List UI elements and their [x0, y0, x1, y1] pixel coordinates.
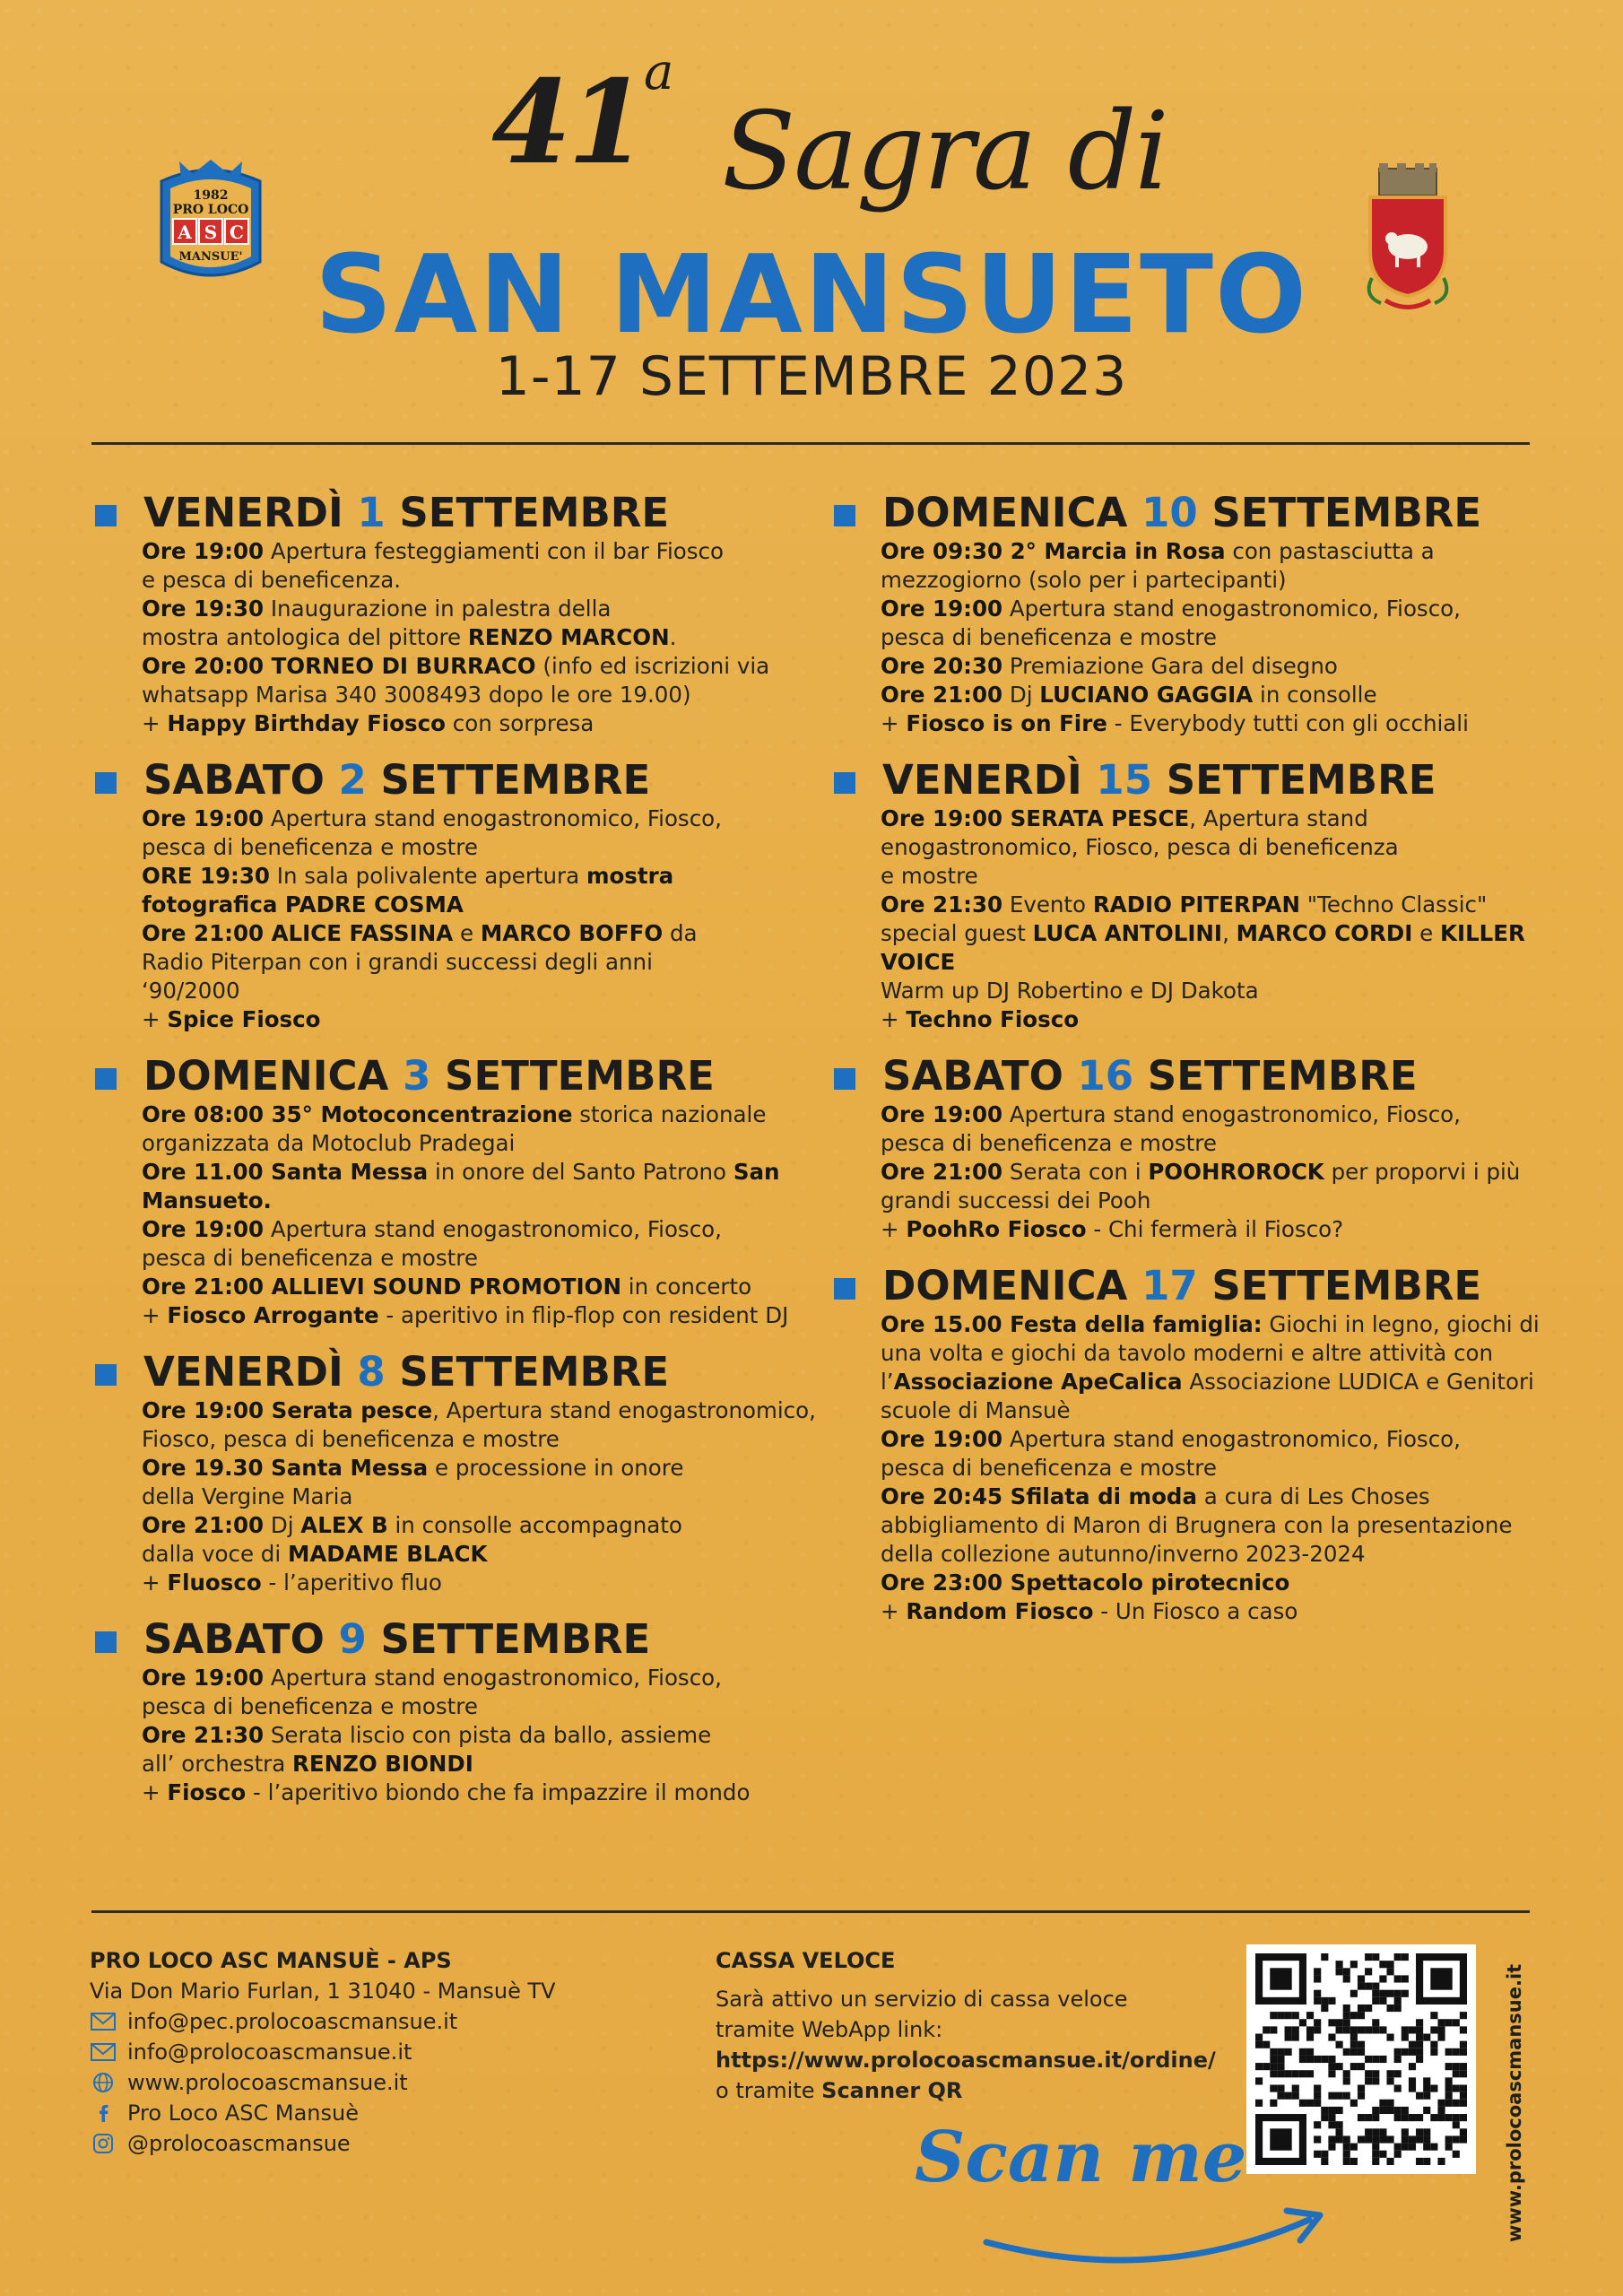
program-highlight: Ore 23:00 Spettacolo pirotecnico	[881, 1570, 1290, 1596]
day-heading	[829, 756, 1528, 804]
program-text: +	[881, 1006, 907, 1032]
org-name: PRO LOCO ASC MANSUÈ - APS	[90, 1948, 452, 1973]
month-name: SETTEMBRE	[399, 1348, 670, 1396]
square-bullet-icon	[95, 772, 117, 794]
program-text: Giochi in legno, giochi di	[1262, 1311, 1540, 1337]
program-highlight: ORE 19:30	[142, 863, 270, 889]
day-block	[90, 1348, 816, 1597]
program-highlight: Ore 19:30	[142, 596, 265, 622]
program-line	[829, 833, 1528, 862]
day-number: 9	[338, 1615, 367, 1663]
program-line	[90, 681, 789, 709]
square-bullet-icon	[834, 505, 855, 526]
cassa-link[interactable]: https://www.prolocoascmansue.it/ordine/	[716, 2048, 1216, 2073]
program-highlight: fotografica PADRE COSMA	[142, 891, 464, 918]
program-text: (info ed iscrizioni via	[535, 653, 770, 679]
program-text: Serata con i	[1002, 1159, 1149, 1185]
program-line	[829, 891, 1528, 919]
program-highlight: Ore 19.30 Santa Messa	[142, 1455, 429, 1481]
program-highlight: MARCO CORDI	[1236, 920, 1413, 946]
month-name: SETTEMBRE	[1166, 756, 1436, 804]
day-of-week: SABATO	[143, 756, 325, 804]
cassa-line4-pre: o tramite	[716, 2078, 822, 2103]
org-address	[90, 1979, 556, 2009]
day-block	[90, 489, 789, 738]
program-text: e mostre	[881, 863, 978, 889]
program-text: In sala polivalente apertura	[269, 863, 586, 889]
pec-email-link[interactable]: info@pec.prolocoascmansue.it	[127, 2009, 458, 2034]
program-line	[829, 1569, 1528, 1597]
instagram-icon	[90, 2133, 117, 2154]
program-highlight: RENZO BIONDI	[292, 1751, 473, 1777]
program-text: Apertura stand enogastronomico, Fiosco,	[1002, 596, 1461, 622]
program-line	[90, 891, 789, 919]
program-highlight: Random Fiosco	[906, 1598, 1094, 1624]
program-text: Inaugurazione in palestra della	[264, 596, 612, 622]
edition-number: 41	[491, 56, 645, 190]
program-highlight: Ore 19:00	[142, 805, 265, 831]
email-row[interactable]	[90, 2039, 412, 2070]
program-line	[829, 537, 1528, 566]
program-text: Evento	[1002, 891, 1093, 918]
logo-line3: MANSUE'	[178, 250, 243, 264]
program-text: in consolle	[1253, 682, 1377, 708]
program-highlight: Ore 21:30	[142, 1722, 265, 1748]
program-highlight: Ore 19:00	[142, 1216, 265, 1242]
program-line	[829, 1310, 1540, 1339]
program-highlight: Ore 11.00 Santa Messa	[142, 1159, 429, 1185]
program-line	[90, 623, 789, 652]
program-line	[829, 1483, 1528, 1511]
program-text: Associazione LUDICA e Genitori	[1182, 1369, 1534, 1395]
program-highlight: POOHROROCK	[1148, 1159, 1324, 1185]
program-highlight: Ore 20:30	[881, 653, 1003, 679]
program-highlight: MARCO BOFFO	[480, 920, 664, 946]
program-line	[90, 1692, 789, 1721]
day-block	[90, 1052, 789, 1330]
day-block	[829, 756, 1528, 1034]
program-line	[829, 862, 1528, 891]
program-text: , Apertura stand	[1189, 805, 1368, 831]
program-highlight: Techno Fiosco	[906, 1006, 1080, 1032]
program-text: e	[1412, 920, 1440, 946]
program-text: grandi successi dei Pooh	[881, 1187, 1151, 1213]
program-text: organizzata da Motoclub Pradegai	[142, 1130, 516, 1156]
program-text: - aperitivo in flip-flop con resident DJ	[378, 1302, 789, 1328]
program-text: storica nazionale	[572, 1101, 767, 1127]
program-text: Apertura festeggiamenti con il bar Fiosco	[264, 538, 724, 564]
program-line	[90, 1721, 789, 1750]
logo-letter-s: S	[204, 222, 218, 243]
program-line	[90, 1396, 816, 1425]
program-line	[90, 1244, 789, 1273]
program-text: abbigliamento di Maron di Brugnera con la presentazione	[881, 1512, 1513, 1538]
day-block	[90, 1615, 789, 1807]
program-text: "Techno Classic"	[1300, 891, 1488, 918]
page-title: SAN MANSUETO	[315, 233, 1308, 358]
logo-letter-a: A	[178, 222, 192, 243]
square-bullet-icon	[834, 1278, 855, 1300]
program-line	[829, 1129, 1528, 1158]
program-highlight: San	[733, 1159, 780, 1185]
day-heading	[90, 489, 789, 537]
program-highlight: Ore 15.00 Festa della famiglia:	[881, 1311, 1263, 1337]
program-text: e processione in onore	[428, 1455, 684, 1481]
program-text: mostra antologica del pittore	[142, 624, 468, 650]
program-text: l’	[881, 1369, 894, 1395]
program-line	[829, 948, 1528, 977]
mail-icon	[90, 2041, 117, 2063]
program-highlight: ALEX B	[300, 1512, 388, 1538]
program-line	[829, 1597, 1528, 1626]
month-name: SETTEMBRE	[380, 756, 651, 804]
title-sagra: Sagra di	[722, 90, 1167, 214]
program-text: da	[663, 920, 698, 946]
program-text: pesca di beneficenza e mostre	[142, 1245, 478, 1271]
program-line	[90, 862, 789, 891]
program-line	[829, 1158, 1528, 1187]
program-line	[829, 1368, 1534, 1396]
program-text: - Chi fermerà il Fiosco?	[1086, 1216, 1344, 1242]
day-of-week: DOMENICA	[882, 489, 1128, 536]
program-highlight: RADIO PITERPAN	[1092, 891, 1301, 918]
program-line	[90, 1569, 789, 1597]
program-line	[90, 1454, 789, 1483]
program-line	[90, 1215, 789, 1244]
program-line	[829, 977, 1528, 1005]
program-text: Apertura stand enogastronomico, Fiosco,	[264, 1665, 722, 1691]
square-bullet-icon	[95, 1364, 117, 1386]
program-text: per proporvi i più	[1324, 1159, 1521, 1185]
day-of-week: VENERDÌ	[143, 1348, 343, 1396]
vertical-url-text: www.prolocoascmansue.it	[1504, 1963, 1525, 2242]
program-highlight: Ore 21:00 ALICE FASSINA	[142, 920, 454, 946]
month-name: SETTEMBRE	[1211, 489, 1482, 536]
program-text: della Vergine Maria	[142, 1483, 353, 1509]
month-name: SETTEMBRE	[399, 489, 670, 536]
cassa-line4	[716, 2075, 962, 2106]
program-highlight: Ore 19:00	[881, 1426, 1003, 1452]
program-text: in concerto	[621, 1274, 752, 1300]
program-line	[829, 709, 1528, 738]
qr-code-icon	[1255, 1953, 1467, 2165]
program-text: , Apertura stand enogastronomico,	[432, 1397, 816, 1423]
program-line	[90, 919, 789, 948]
program-highlight: Ore 19:00	[142, 538, 265, 564]
event-dates: 1-17 SETTEMBRE 2023	[495, 345, 1128, 408]
program-text: dalla voce di	[142, 1541, 288, 1567]
logo-line1: PRO LOCO	[172, 203, 249, 217]
facebook-link[interactable]: Pro Loco ASC Mansuè	[127, 2100, 359, 2126]
program-line	[90, 1540, 789, 1569]
program-line	[829, 1511, 1528, 1540]
day-number: 16	[1077, 1052, 1134, 1100]
month-name: SETTEMBRE	[445, 1052, 715, 1100]
program-text: in onore del Santo Patrono	[428, 1159, 733, 1185]
program-text: Fiosco, pesca di beneficenza e mostre	[142, 1426, 560, 1452]
day-heading	[90, 756, 789, 804]
program-text: Apertura stand enogastronomico, Fiosco,	[264, 1216, 722, 1242]
program-highlight: Ore 09:30 2° Marcia in Rosa	[881, 538, 1226, 564]
program-text: a cura di Les Choses	[1196, 1483, 1430, 1509]
program-text: whatsapp Marisa 340 3008493 dopo le ore 19.00)	[142, 682, 691, 708]
program-text: +	[142, 1006, 168, 1032]
edition-suffix: a	[644, 43, 674, 101]
program-text: con pastasciutta a	[1225, 538, 1435, 564]
program-highlight: RENZO MARCON	[467, 624, 670, 650]
program-line	[90, 1273, 789, 1301]
program-line	[829, 1396, 1528, 1425]
website-link[interactable]: www.prolocoascmansue.it	[127, 2070, 408, 2095]
program-text: in consolle accompagnato	[387, 1512, 682, 1538]
program-text: Radio Piterpan con i grandi successi degli anni	[142, 949, 653, 975]
program-highlight: KILLER	[1439, 920, 1525, 946]
program-column-right	[829, 489, 1540, 1644]
program-line	[90, 1511, 789, 1540]
facebook-icon	[90, 2102, 117, 2124]
program-text: +	[142, 1779, 168, 1805]
program-text: Dj	[1002, 682, 1040, 708]
program-line	[90, 1158, 789, 1187]
day-block	[829, 489, 1528, 738]
day-heading	[829, 1052, 1528, 1100]
globe-icon	[90, 2072, 117, 2093]
program-line	[829, 595, 1528, 623]
day-number: 2	[338, 756, 367, 804]
square-bullet-icon	[95, 1631, 117, 1653]
program-line	[829, 1005, 1528, 1034]
program-line	[829, 1187, 1528, 1215]
program-highlight: LUCA ANTOLINI	[1032, 920, 1223, 946]
day-of-week: DOMENICA	[882, 1262, 1128, 1309]
program-text: +	[142, 710, 168, 736]
program-text: +	[881, 710, 907, 736]
program-line	[90, 948, 789, 977]
program-highlight: Ore 19:00 SERATA PESCE	[881, 805, 1190, 831]
day-number: 3	[403, 1052, 431, 1100]
program-text: pesca di beneficenza e mostre	[881, 624, 1217, 650]
program-highlight: Spice Fiosco	[167, 1006, 321, 1032]
program-line	[829, 1425, 1528, 1454]
cassa-line2: tramite WebApp link:	[716, 2017, 943, 2042]
program-text: .	[669, 624, 677, 650]
program-line	[90, 1425, 789, 1454]
month-name: SETTEMBRE	[1147, 1052, 1418, 1100]
qr-code[interactable]	[1246, 1944, 1476, 2174]
day-of-week: DOMENICA	[143, 1052, 389, 1100]
header-divider	[91, 442, 1530, 445]
cassa-line4-bold: Scanner QR	[821, 2078, 963, 2103]
program-highlight: Ore 21:00	[881, 682, 1003, 708]
program-highlight: Associazione ApeCalica	[893, 1369, 1183, 1395]
day-block	[90, 756, 789, 1034]
program-highlight: Fiosco is on Fire	[906, 710, 1107, 736]
day-number: 15	[1096, 756, 1153, 804]
program-highlight: PoohRo Fiosco	[906, 1216, 1087, 1242]
cassa-title: CASSA VELOCE	[716, 1948, 896, 1973]
program-text: Premiazione Gara del disegno	[1002, 653, 1338, 679]
program-text: +	[881, 1598, 907, 1624]
program-text: Apertura stand enogastronomico, Fiosco,	[264, 805, 722, 831]
program-text: - Everybody tutti con gli occhiali	[1107, 710, 1469, 736]
program-line	[90, 1483, 789, 1511]
instagram-row[interactable]	[90, 2131, 351, 2161]
program-highlight: MADAME BLACK	[287, 1541, 488, 1567]
day-number: 10	[1141, 489, 1198, 536]
program-line	[829, 1215, 1528, 1244]
program-highlight: Ore 19:00	[142, 1665, 265, 1691]
program-line	[90, 977, 789, 1005]
pec-email-row[interactable]	[90, 2009, 457, 2039]
program-text: Dj	[264, 1512, 301, 1538]
program-highlight: Ore 08:00 35° Motoconcentrazione	[142, 1101, 573, 1127]
program-line	[90, 1779, 789, 1807]
program-text: - l’aperitivo biondo che fa impazzire il mondo	[246, 1779, 751, 1805]
month-name: SETTEMBRE	[380, 1615, 651, 1663]
program-text: e	[453, 920, 481, 946]
month-name: SETTEMBRE	[1211, 1262, 1482, 1309]
program-highlight: Ore 21:00	[881, 1159, 1003, 1185]
program-highlight: Ore 19:00	[881, 1101, 1003, 1127]
program-line	[829, 1339, 1528, 1368]
square-bullet-icon	[834, 1068, 855, 1090]
day-heading	[90, 1615, 789, 1664]
program-highlight: Ore 19:00 Serata pesce	[142, 1397, 433, 1423]
day-block	[829, 1052, 1528, 1244]
program-line	[829, 919, 1528, 948]
program-highlight: Ore 20:45 Sfilata di moda	[881, 1483, 1197, 1509]
program-highlight: LUCIANO GAGGIA	[1039, 682, 1254, 708]
square-bullet-icon	[834, 772, 855, 794]
program-line	[829, 623, 1528, 652]
footer-divider	[91, 1910, 1530, 1913]
program-highlight: Ore 19:00	[881, 596, 1003, 622]
program-text: pesca di beneficenza e mostre	[142, 1693, 478, 1719]
program-highlight: Fluosco	[167, 1570, 262, 1596]
day-block	[829, 1262, 1540, 1626]
day-of-week: SABATO	[143, 1615, 325, 1663]
program-line	[90, 1664, 789, 1692]
program-line	[90, 1187, 789, 1215]
org-address-text: Via Don Mario Furlan, 1 31040 - Mansuè TV	[90, 1979, 556, 2004]
program-text: special guest	[881, 920, 1033, 946]
program-line	[90, 1301, 789, 1330]
program-highlight: Happy Birthday Fiosco	[167, 710, 446, 736]
program-text: pesca di beneficenza e mostre	[881, 1130, 1217, 1156]
program-text: con sorpresa	[445, 710, 595, 736]
program-text: all’ orchestra	[142, 1751, 293, 1777]
website-row[interactable]	[90, 2070, 408, 2100]
program-line	[829, 652, 1528, 681]
program-text: enogastronomico, Fiosco, pesca di beneficenza	[881, 834, 1399, 860]
program-highlight: Ore 21:00 ALLIEVI SOUND PROMOTION	[142, 1274, 621, 1300]
day-number: 17	[1141, 1262, 1198, 1309]
vertical-website-label	[1496, 1946, 1532, 2242]
program-line	[90, 709, 789, 738]
program-line	[90, 1005, 789, 1034]
program-highlight: VOICE	[881, 949, 956, 975]
program-text: scuole di Mansuè	[881, 1397, 1071, 1423]
program-highlight: Mansueto.	[142, 1187, 272, 1213]
day-heading	[90, 1348, 789, 1396]
program-line	[90, 1100, 789, 1129]
proloco-logo	[143, 154, 278, 298]
program-text: pesca di beneficenza e mostre	[881, 1455, 1217, 1481]
program-line	[829, 566, 1528, 595]
program-line	[829, 1540, 1528, 1569]
program-highlight: Fiosco	[167, 1779, 247, 1805]
cassa-line1: Sarà attivo un servizio di cassa veloce	[716, 1987, 1128, 2012]
day-heading	[90, 1052, 789, 1100]
program-line	[829, 1454, 1528, 1483]
program-line	[90, 595, 789, 623]
program-text: - l’aperitivo fluo	[261, 1570, 442, 1596]
program-text: una volta e giochi da tavolo moderni e altre attività con	[881, 1340, 1494, 1366]
program-text: della collezione autunno/inverno 2023-2024	[881, 1541, 1366, 1567]
day-number: 8	[357, 1348, 386, 1396]
square-bullet-icon	[95, 1068, 117, 1090]
program-text: mezzogiorno (solo per i partecipanti)	[881, 567, 1287, 593]
program-text: +	[881, 1216, 907, 1242]
program-text: Serata liscio con pista da ballo, assieme	[264, 1722, 712, 1748]
program-text: pesca di beneficenza e mostre	[142, 834, 478, 860]
program-text: Apertura stand enogastronomico, Fiosco,	[1002, 1426, 1461, 1452]
program-line	[829, 681, 1528, 709]
day-of-week: SABATO	[882, 1052, 1063, 1100]
day-of-week: VENERDÌ	[143, 489, 343, 536]
day-number: 1	[357, 489, 386, 536]
program-line	[90, 566, 789, 595]
program-column-left	[90, 489, 816, 1825]
day-of-week: VENERDÌ	[882, 756, 1082, 804]
program-text: ,	[1222, 920, 1237, 946]
program-line	[829, 804, 1528, 833]
program-line	[90, 652, 789, 681]
program-line	[90, 1129, 789, 1158]
municipal-crest-icon	[1354, 161, 1462, 314]
day-heading	[829, 1262, 1528, 1310]
program-text: +	[142, 1570, 168, 1596]
mail-icon	[90, 2011, 117, 2032]
logo-letter-c: C	[230, 222, 244, 243]
program-text: +	[142, 1302, 168, 1328]
program-text: Warm up DJ Robertino e DJ Dakota	[881, 978, 1259, 1004]
email-link[interactable]: info@prolocoascmansue.it	[127, 2039, 412, 2065]
square-bullet-icon	[95, 505, 117, 526]
program-line	[829, 1100, 1528, 1129]
program-line	[90, 1750, 789, 1779]
program-highlight: Ore 21:00	[142, 1512, 265, 1538]
instagram-link[interactable]: @prolocoascmansue	[127, 2131, 351, 2156]
arrow-icon	[977, 2188, 1336, 2269]
program-highlight: Ore 20:00 TORNEO DI BURRACO	[142, 653, 536, 679]
program-highlight: mostra	[586, 863, 674, 889]
program-text: Apertura stand enogastronomico, Fiosco,	[1002, 1101, 1461, 1127]
program-text: ‘90/2000	[142, 978, 240, 1004]
scan-me-label: Scan me	[915, 2117, 1247, 2198]
program-highlight: Fiosco Arrogante	[167, 1302, 379, 1328]
program-text: - Un Fiosco a caso	[1093, 1598, 1298, 1624]
program-highlight: Ore 21:30	[881, 891, 1003, 918]
program-line	[90, 804, 789, 833]
program-line	[90, 537, 789, 566]
program-line	[90, 833, 789, 862]
facebook-row[interactable]	[90, 2100, 359, 2131]
program-text: e pesca di beneficenza.	[142, 567, 402, 593]
day-heading	[829, 489, 1528, 537]
logo-year: 1982	[193, 188, 229, 203]
